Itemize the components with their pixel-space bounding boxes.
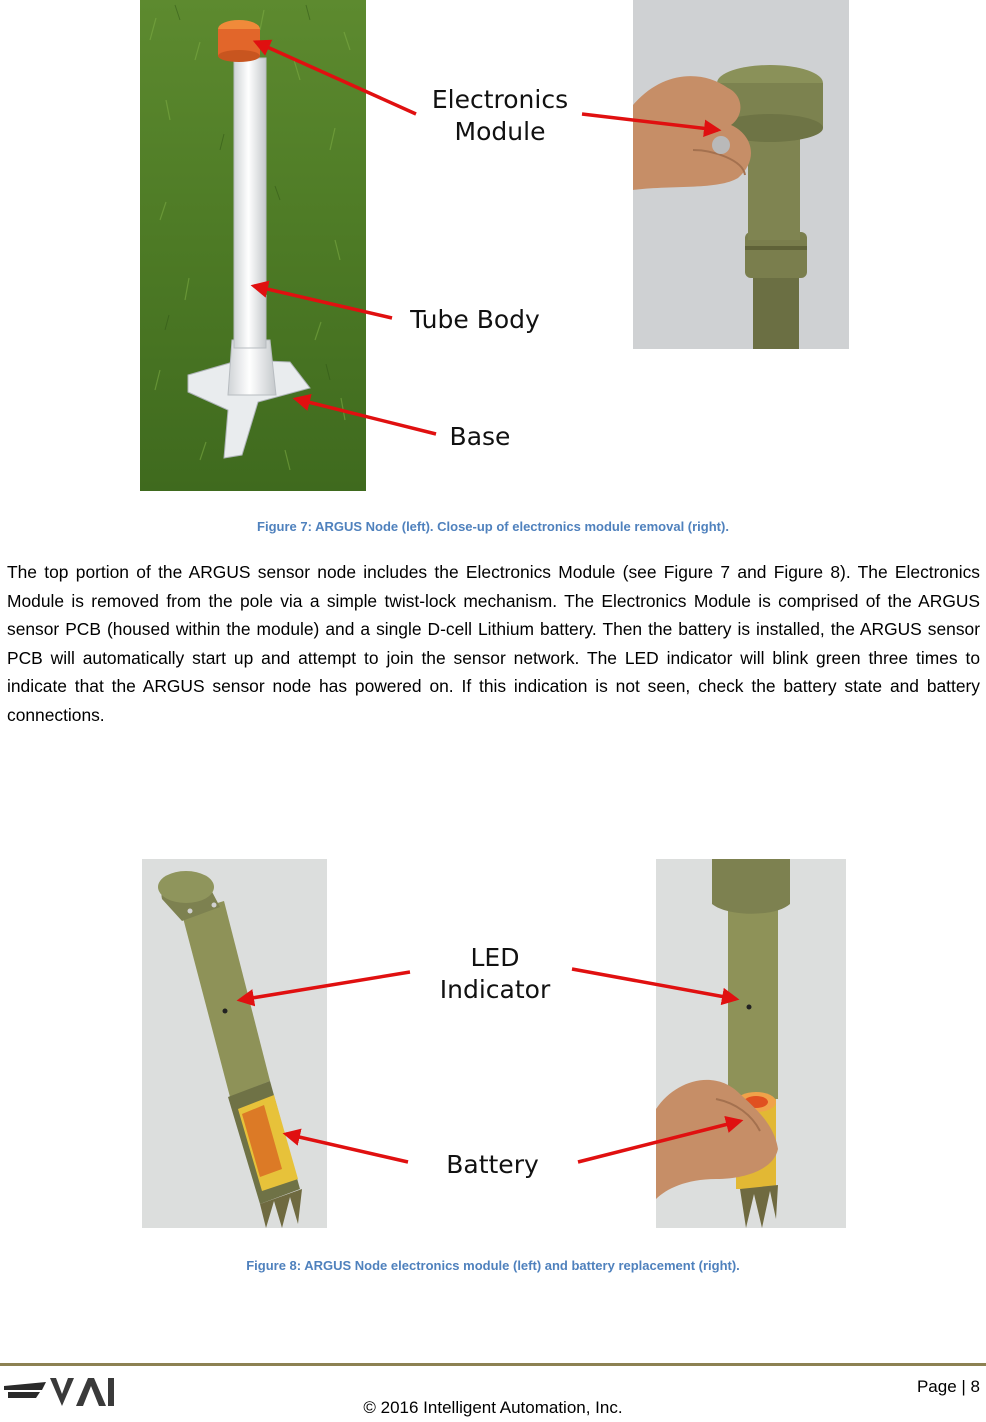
tube-body-label: Tube Body (410, 305, 540, 334)
figure8-caption: Figure 8: ARGUS Node electronics module (left) and battery replacement (right). (246, 1258, 740, 1273)
electronics-module-photo (142, 859, 327, 1228)
argus-node-photo (140, 0, 366, 491)
page-number: Page | 8 (916, 1377, 980, 1396)
base-label: Base (449, 422, 511, 451)
module-removal-photo (633, 0, 849, 349)
battery-replacement-photo (656, 859, 846, 1228)
electronics-module-label-line2: Module (454, 117, 546, 146)
battery-label: Battery (446, 1150, 539, 1179)
electronics-module-label-line1: Electronics (431, 85, 569, 114)
copyright: © 2016 Intelligent Automation, Inc. (363, 1398, 623, 1417)
led-indicator-label-line1: LED (470, 943, 520, 972)
footer-rule (0, 1363, 986, 1366)
led-indicator-label-line2: Indicator (439, 975, 551, 1004)
figure7-caption: Figure 7: ARGUS Node (left). Close-up of electronics module removal (right). (257, 519, 729, 534)
body-paragraph: The top portion of the ARGUS sensor node includes the Electronics Module (see Figure 7 and Figure 8). The Electronics Module is removed from the pole via a simple twist-lock mechanism. The Electronics Module is comprised of the ARGUS sensor PCB (housed within the module) and a single D-cell Lithium battery. Then the battery is installed, the ARGUS sensor PCB will automatically start up and attempt to join the sensor network. The LED indicator will blink green three times to indicate that the ARGUS sensor node has powered on. If this indication is not seen, check the battery state and battery connections. (7, 562, 980, 725)
electronics-module-label (415, 84, 585, 148)
led-indicator-label (410, 942, 580, 1006)
